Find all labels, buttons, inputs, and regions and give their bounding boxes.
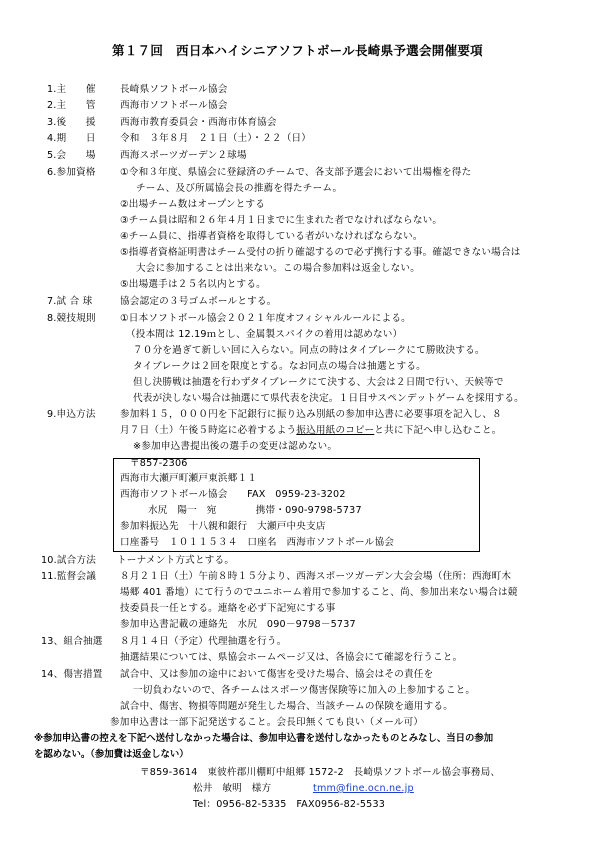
box-account: 口座番号 １０１１５３４ 口座名 西海市ソフトボール協会 [120, 537, 395, 548]
section-6-line-6: ⑤指導者資格証明書はチーム受付の折り確認するので必ず携行する事。確認できない場合は [120, 247, 521, 258]
section-5-number: 5.会 場 [47, 150, 96, 161]
section-10-number: 10.試合方法 [41, 555, 97, 566]
section-6-line-1: ①令和３年度、県協会に登録済のチームで、各支部予選会において出場権を得た [120, 167, 472, 178]
box-person: 水尻 陽一 宛 携帯・090-9798-5737 [148, 505, 362, 516]
section-8-line-1: ①日本ソフトボール協会２０２１年度オフィシャルルールによる。 [120, 313, 411, 324]
section-8-line-3: ７０分を過ぎて新しい回に入らない。同点の時はタイブレークにて勝敗決する。 [133, 345, 485, 356]
section-1-text: 長崎県ソフトボール協会 [120, 84, 228, 95]
section-11-line-1: ８月２１日（土）午前８時１５分より、西海スポーツガーデン大会会場（住所：西海町木 [120, 571, 512, 582]
section-6-line-8: ⑤出場選手は２５名以内とする。 [120, 279, 266, 290]
section-8-line-5: 但し決勝戦は抽選を行わずタイブレークにて決する、大会は２日間で行い、天候等で [133, 377, 504, 388]
section-6-line-5: ④チーム員に、指導者資格を取得している者がいなければならない。 [120, 231, 423, 242]
section-8-line-6: 代表が決しない場合は抽選にて県代表を決定。１日目サスペンデットゲームを採用する。 [133, 393, 524, 404]
section-9-number: 9.申込方法 [47, 409, 96, 420]
section-13-number: 13、組合抽選 [41, 636, 103, 647]
section-10-text: トーナメント方式とする。 [117, 555, 235, 566]
section-6-line-4: ③チーム員は昭和２６年４月１日までに生まれた者でなければならない。 [120, 215, 443, 226]
section-1-number: 1.主 催 [47, 84, 96, 95]
section-6-line-3: ②出場チーム数はオープンとする [120, 199, 266, 210]
section-2-text: 西海市ソフトボール協会 [120, 100, 228, 111]
section-9-underlined-copy: 振込用紙のコピー [296, 425, 375, 436]
notice-line-1: ※参加申込書の控えを下記へ送付しなかった場合は、参加申込書を送付しなかったものとみなし、当日の参加 [34, 733, 494, 744]
section-14-line-3: 試合中、傷害、物損等問題が発生した場合、当該チームの保険を適用する。 [120, 701, 453, 712]
section-7-text: 協会認定の３号ゴムボールとする。 [120, 296, 277, 307]
box-bank: 参加料振込先 十八親和銀行 大瀬戸中央支店 [120, 521, 326, 532]
section-8-line-2: （投本間は 12.19ｍとし、金属製スパイクの着用は認めない） [126, 329, 403, 340]
section-9-line-2a: 月７日（土）午後５時迄に必着するよう [120, 425, 297, 436]
section-2-number: 2.主 管 [47, 100, 96, 111]
section-4-text: 令和 ３年８月 ２１日（土）・２２（日） [120, 133, 312, 144]
section-8-number: 8.競技規則 [47, 313, 96, 324]
section-3-number: 3.後 援 [47, 117, 96, 128]
document-title: 第１７回 西日本ハイシニアソフトボール長崎県予選会開催要項 [112, 43, 483, 58]
section-11-line-3: 技委員長一任とする。連絡を必ず下記宛にする事 [120, 603, 336, 614]
section-13-line-1: ８月１４日（予定）代理抽選を行う。 [120, 636, 287, 647]
footer-address: 〒859-3614 東彼杵郡川棚町中組郷 1572-2 長崎県ソフトボール協会事務局、 [140, 767, 501, 778]
section-13-line-2: 抽選結果については、県協会ホームページ又は、各協会にて確認を行うこと。 [120, 652, 463, 663]
notice-line-2: を認めない。（参加費は返金しない） [34, 749, 189, 760]
section-9-line-1: 参加料１５，０００円を下記銀行に振り込み別紙の参加申込書に必要事項を記入し、８ [120, 409, 502, 420]
section-14-line-1: 試合中、又は参加の途中において傷害を受けた場合、協会はその責任を [120, 669, 434, 680]
section-11-number: 11.監督会議 [41, 571, 97, 582]
section-4-number: 4.期 日 [47, 133, 96, 144]
section-14-number: 14、傷害措置 [41, 669, 103, 680]
section-9-line-3: ※参加申込書提出後の選手の変更は認めない。 [133, 441, 338, 452]
section-11-line-2: 場郷 401 番地）にて行うのでユニホーム着用で参加すること、尚、参加出来ない場合は競 [120, 587, 518, 598]
section-5-text: 西海スポーツガーデン２球場 [120, 150, 247, 161]
section-3-text: 西海市教育委員会・西海市体育協会 [120, 117, 277, 128]
section-14-line-4: 参加申込書は一部下記発送すること。会長印無くても良い（メール可） [110, 717, 424, 728]
section-7-number: 7.試 合 球 [47, 296, 93, 307]
footer-name: 松井 敏明 様方 [193, 783, 272, 794]
box-postal: 〒857-2306 [130, 458, 188, 469]
box-address: 西海市大瀬戸町瀬戸東浜郷１１ [120, 473, 258, 484]
section-6-line-2: チーム、及び所属協会長の推薦を得たチーム。 [136, 183, 343, 194]
section-9-line-2 [120, 425, 502, 437]
footer-tel-fax: Tel：0956-82-5335 FAX0956-82-5533 [193, 799, 386, 810]
section-11-line-4: 参加申込書記載の連絡先 水尻 090－9798－5737 [120, 619, 356, 630]
section-6-number: 6.参加資格 [47, 167, 96, 178]
box-organization: 西海市ソフトボール協会 FAX 0959-23-3202 [120, 489, 346, 500]
section-14-line-2: 一切負わないので、各チームはスポーツ傷害保険等に加入の上参加すること。 [133, 685, 476, 696]
footer-email-link[interactable]: tmm@fine.ocn.ne.jp [313, 783, 414, 794]
section-6-line-7: 大会に参加することは出来ない。この場合参加料は返金しない。 [136, 263, 421, 274]
section-9-line-2c: と共に下記へ申し込むこと。 [374, 425, 502, 436]
section-8-line-4: タイブレークは２回を限度とする。なお同点の場合は抽選とする。 [133, 361, 426, 372]
